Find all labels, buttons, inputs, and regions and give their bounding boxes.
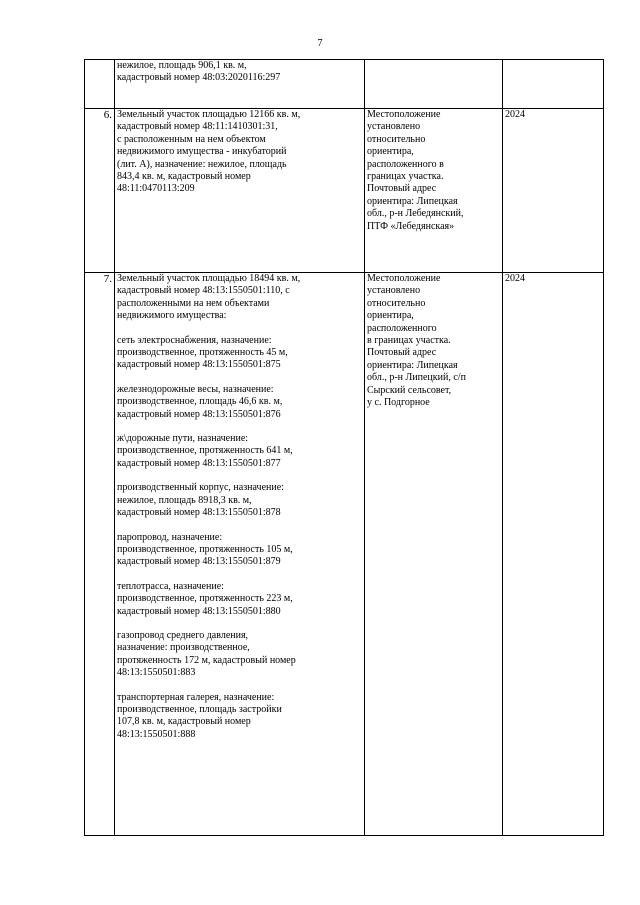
text-line: производственное, протяженность 223 м, xyxy=(117,593,293,605)
text-line: производственное, площадь 46,6 кв. м, xyxy=(117,396,283,408)
text-line: недвижимого имущества: xyxy=(117,310,227,322)
text-line: кадастровый номер 48:13:1550501:876 xyxy=(117,408,281,420)
text-line: нежилое, площадь 906,1 кв. м, xyxy=(117,60,247,71)
description-paragraph xyxy=(117,384,362,421)
text-line: транспортерная галерея, назначение: xyxy=(117,691,275,703)
year xyxy=(503,60,604,109)
text-line: обл., р-н Лебедянский, xyxy=(367,208,464,220)
text-line: кадастровый номер 48:13:1550501:880 xyxy=(117,605,281,617)
text-line: расположенного в xyxy=(367,158,444,170)
text-line: Земельный участок площадью 12166 кв. м, xyxy=(117,109,301,120)
text-line: ориентира: Липецкая xyxy=(367,359,458,371)
text-line: паропровод, назначение: xyxy=(117,531,223,543)
text-line: сеть электроснабжения, назначение: xyxy=(117,334,272,346)
text-line: кадастровый номер 48:11:1410301:31, xyxy=(117,121,278,133)
text-line: недвижимого имущества - инкубаторий xyxy=(117,146,287,158)
description-paragraph xyxy=(117,273,362,323)
property-table xyxy=(84,59,604,836)
object-location xyxy=(365,60,503,109)
text-line: 107,8 кв. м, кадастровый номер xyxy=(117,716,251,728)
text-line: 48:13:1550501:883 xyxy=(117,667,196,679)
row-number xyxy=(85,60,115,109)
description-paragraph xyxy=(117,335,362,372)
page-number: 7 xyxy=(317,38,323,49)
text-line: производственное, протяженность 105 м, xyxy=(117,543,293,555)
text-line: ориентира, xyxy=(367,310,414,322)
text-line: Сырский сельсовет, xyxy=(367,384,452,396)
text-line: у с. Подгорное xyxy=(367,397,430,409)
text-line: ПТФ «Лебедянская» xyxy=(367,220,455,232)
year: 2024 xyxy=(503,273,604,836)
text-line: относительно xyxy=(367,297,426,309)
table-row xyxy=(85,273,604,836)
description-paragraph xyxy=(117,433,362,470)
text-line: железнодорожные весы, назначение: xyxy=(117,383,274,395)
text-line: 843,4 кв. м, кадастровый номер xyxy=(117,171,251,183)
text-line: в границах участка. xyxy=(367,335,451,347)
row-number: 7. xyxy=(85,273,115,836)
text-line: ориентира, xyxy=(367,146,414,158)
description-paragraph xyxy=(117,109,362,196)
table-row xyxy=(85,60,604,109)
text-line: теплотрасса, назначение: xyxy=(117,580,224,592)
table-row xyxy=(85,109,604,273)
text-line: обл., р-н Липецкий, с/п xyxy=(367,372,466,384)
text-line: расположенными на нем объектами xyxy=(117,297,270,309)
text-line: производственное, протяженность 641 м, xyxy=(117,445,293,457)
description-paragraph xyxy=(117,630,362,680)
text-line: расположенного xyxy=(367,322,437,334)
text-line: ж\дорожные пути, назначение: xyxy=(117,433,249,445)
description-paragraph xyxy=(117,692,362,742)
text-line: Почтовый адрес xyxy=(367,347,437,359)
row-number: 6. xyxy=(85,109,115,273)
object-description xyxy=(115,109,365,273)
object-description xyxy=(115,273,365,836)
text-line: установлено xyxy=(367,285,421,297)
description-paragraph xyxy=(117,532,362,569)
text-line: ориентира: Липецкая xyxy=(367,195,458,207)
text-line: Почтовый адрес xyxy=(367,183,437,195)
text-line: установлено xyxy=(367,121,421,133)
text-line: производственный корпус, назначение: xyxy=(117,482,284,494)
text-line: 48:11:0470113:209 xyxy=(117,183,195,195)
text-line: Местоположение xyxy=(367,273,441,284)
text-line: 48:13:1550501:888 xyxy=(117,728,196,740)
text-line: кадастровый номер 48:13:1550501:879 xyxy=(117,556,281,568)
text-line: газопровод среднего давления, xyxy=(117,629,249,641)
object-location xyxy=(365,109,503,273)
text-line: кадастровый номер 48:13:1550501:875 xyxy=(117,359,281,371)
text-line: границах участка. xyxy=(367,171,444,183)
text-line: производственное, площадь застройки xyxy=(117,703,282,715)
text-line: протяженность 172 м, кадастровый номер xyxy=(117,654,296,666)
description-paragraph xyxy=(117,482,362,519)
text-line: (лит. А), назначение: нежилое, площадь xyxy=(117,158,287,170)
text-line: с расположенным на нем объектом xyxy=(117,133,266,145)
description-paragraph xyxy=(117,581,362,618)
text-line: производственное, протяженность 45 м, xyxy=(117,347,288,359)
text-line: Земельный участок площадью 18494 кв. м, xyxy=(117,273,301,284)
text-line: кадастровый номер 48:13:1550501:878 xyxy=(117,507,281,519)
description-paragraph xyxy=(117,60,362,85)
object-description xyxy=(115,60,365,109)
text-line: кадастровый номер 48:13:1550501:877 xyxy=(117,457,281,469)
object-location xyxy=(365,273,503,836)
text-line: назначение: производственное, xyxy=(117,642,250,654)
text-line: кадастровый номер 48:13:1550501:110, с xyxy=(117,285,290,297)
year: 2024 xyxy=(503,109,604,273)
text-line: Местоположение xyxy=(367,109,441,120)
text-line: кадастровый номер 48:03:2020116:297 xyxy=(117,72,281,84)
text-line: относительно xyxy=(367,133,426,145)
text-line: нежилое, площадь 8918,3 кв. м, xyxy=(117,494,252,506)
